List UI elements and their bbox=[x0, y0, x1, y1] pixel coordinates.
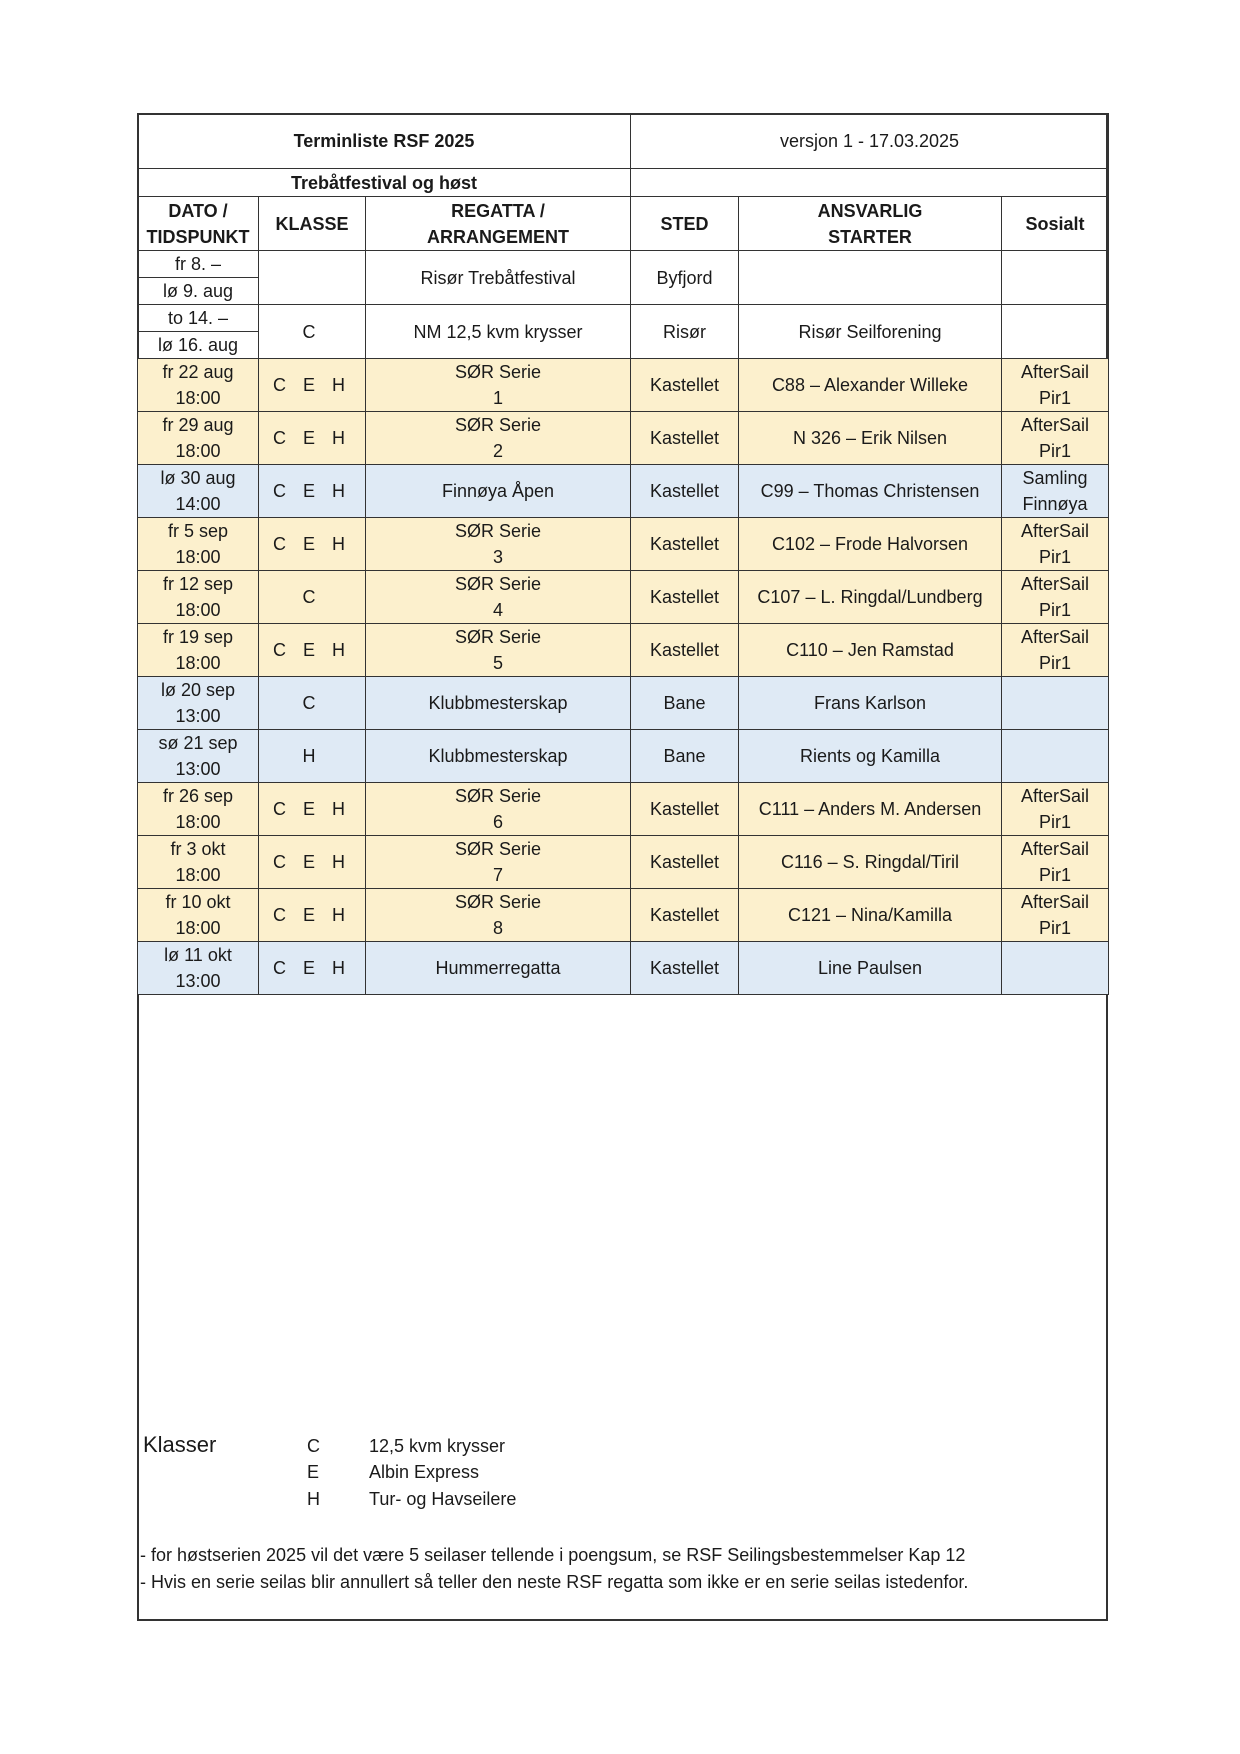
sted-cell: Kastellet bbox=[631, 942, 739, 995]
col-header-date: DATO / TIDSPUNKT bbox=[138, 197, 259, 251]
table-row bbox=[138, 359, 1109, 412]
klasse-cell: H bbox=[259, 730, 366, 783]
klasse-cell: C E H bbox=[259, 465, 366, 518]
regatta-cell: SØR Serie 3 bbox=[366, 518, 631, 571]
ansvarlig-cell: C107 – L. Ringdal/Lundberg bbox=[739, 571, 1002, 624]
sted-cell: Risør bbox=[631, 305, 739, 359]
table-row bbox=[138, 518, 1109, 571]
date-cell: fr 12 sep 18:00 bbox=[138, 571, 259, 624]
date-cell: fr 3 okt 18:00 bbox=[138, 836, 259, 889]
sosialt-cell: AfterSail Pir1 bbox=[1002, 571, 1109, 624]
sosialt-cell: AfterSail Pir1 bbox=[1002, 889, 1109, 942]
klasse-cell: C E H bbox=[259, 412, 366, 465]
ansvarlig-cell: C102 – Frode Halvorsen bbox=[739, 518, 1002, 571]
klasse-cell: C E H bbox=[259, 783, 366, 836]
date-cell: lø 16. aug bbox=[138, 332, 259, 359]
sosialt-cell: AfterSail Pir1 bbox=[1002, 412, 1109, 465]
subtitle-blank-cell bbox=[631, 169, 1109, 197]
date-cell: lø 11 okt 13:00 bbox=[138, 942, 259, 995]
sted-cell: Kastellet bbox=[631, 624, 739, 677]
regatta-cell: SØR Serie 7 bbox=[366, 836, 631, 889]
sosialt-cell bbox=[1002, 251, 1109, 305]
ansvarlig-cell: C110 – Jen Ramstad bbox=[739, 624, 1002, 677]
legend-code: H bbox=[307, 1489, 320, 1509]
regatta-cell: SØR Serie 8 bbox=[366, 889, 631, 942]
date-cell: fr 5 sep 18:00 bbox=[138, 518, 259, 571]
sted-cell: Kastellet bbox=[631, 465, 739, 518]
klasse-cell: C E H bbox=[259, 889, 366, 942]
table-row bbox=[138, 571, 1109, 624]
sted-cell: Bane bbox=[631, 730, 739, 783]
klasse-cell: C bbox=[259, 305, 366, 359]
klasse-cell: C bbox=[259, 677, 366, 730]
sted-cell: Bane bbox=[631, 677, 739, 730]
sosialt-cell: AfterSail Pir1 bbox=[1002, 624, 1109, 677]
schedule-table bbox=[137, 113, 1109, 995]
sted-cell: Kastellet bbox=[631, 889, 739, 942]
table-row bbox=[138, 783, 1109, 836]
regatta-cell: Klubbmesterskap bbox=[366, 730, 631, 783]
regatta-cell: SØR Serie 5 bbox=[366, 624, 631, 677]
ansvarlig-cell: C99 – Thomas Christensen bbox=[739, 465, 1002, 518]
klasse-cell: C bbox=[259, 571, 366, 624]
table-row bbox=[138, 677, 1109, 730]
ansvarlig-cell: C88 – Alexander Willeke bbox=[739, 359, 1002, 412]
sosialt-cell bbox=[1002, 942, 1109, 995]
col-header-sosialt: Sosialt bbox=[1002, 197, 1109, 251]
table-row bbox=[138, 624, 1109, 677]
ansvarlig-cell: Line Paulsen bbox=[739, 942, 1002, 995]
sosialt-cell: Samling Finnøya bbox=[1002, 465, 1109, 518]
sosialt-cell: AfterSail Pir1 bbox=[1002, 359, 1109, 412]
legend-name: Albin Express bbox=[369, 1462, 480, 1482]
table-row bbox=[138, 465, 1109, 518]
klasse-cell: C E H bbox=[259, 836, 366, 889]
ansvarlig-cell: C116 – S. Ringdal/Tiril bbox=[739, 836, 1002, 889]
page-title: Terminliste RSF 2025 bbox=[138, 114, 631, 169]
date-cell: fr 10 okt 18:00 bbox=[138, 889, 259, 942]
klasse-cell: C E H bbox=[259, 624, 366, 677]
sosialt-cell: AfterSail Pir1 bbox=[1002, 518, 1109, 571]
legend-name: 12,5 kvm krysser bbox=[369, 1436, 506, 1456]
note-line: - Hvis en serie seilas blir annullert så teller den neste RSF regatta som ikke er en serie seilas istedenfor. bbox=[140, 1572, 969, 1592]
klasse-cell: C E H bbox=[259, 518, 366, 571]
table-row bbox=[138, 412, 1109, 465]
sosialt-cell bbox=[1002, 730, 1109, 783]
ansvarlig-cell: C121 – Nina/Kamilla bbox=[739, 889, 1002, 942]
regatta-cell: SØR Serie 1 bbox=[366, 359, 631, 412]
date-cell: fr 22 aug 18:00 bbox=[138, 359, 259, 412]
date-cell: lø 30 aug 14:00 bbox=[138, 465, 259, 518]
date-cell: fr 19 sep 18:00 bbox=[138, 624, 259, 677]
date-cell: sø 21 sep 13:00 bbox=[138, 730, 259, 783]
sosialt-cell: AfterSail Pir1 bbox=[1002, 836, 1109, 889]
klasse-cell bbox=[259, 251, 366, 305]
note-line: - for høstserien 2025 vil det være 5 seilaser tellende i poengsum, se RSF Seilingsbestemmelser Kap 12 bbox=[140, 1545, 966, 1565]
date-cell: lø 20 sep 13:00 bbox=[138, 677, 259, 730]
ansvarlig-cell: N 326 – Erik Nilsen bbox=[739, 412, 1002, 465]
date-cell: fr 29 aug 18:00 bbox=[138, 412, 259, 465]
table-row bbox=[138, 889, 1109, 942]
date-cell: lø 9. aug bbox=[138, 278, 259, 305]
sted-cell: Kastellet bbox=[631, 359, 739, 412]
regatta-cell: SØR Serie 6 bbox=[366, 783, 631, 836]
version-label: versjon 1 - 17.03.2025 bbox=[631, 114, 1109, 169]
regatta-cell: NM 12,5 kvm krysser bbox=[366, 305, 631, 359]
legend-name: Tur- og Havseilere bbox=[369, 1489, 517, 1509]
header-row bbox=[138, 197, 1109, 251]
ansvarlig-cell: Frans Karlson bbox=[739, 677, 1002, 730]
legend-code: E bbox=[307, 1462, 320, 1482]
date-cell: fr 26 sep 18:00 bbox=[138, 783, 259, 836]
col-header-regatta: REGATTA / ARRANGEMENT bbox=[366, 197, 631, 251]
sted-cell: Kastellet bbox=[631, 518, 739, 571]
sted-cell: Kastellet bbox=[631, 836, 739, 889]
ansvarlig-cell: C111 – Anders M. Andersen bbox=[739, 783, 1002, 836]
klasse-cell: C E H bbox=[259, 942, 366, 995]
sosialt-cell: AfterSail Pir1 bbox=[1002, 783, 1109, 836]
klasse-cell: C E H bbox=[259, 359, 366, 412]
regatta-cell: Klubbmesterskap bbox=[366, 677, 631, 730]
ansvarlig-cell: Risør Seilforening bbox=[739, 305, 1002, 359]
sted-cell: Kastellet bbox=[631, 412, 739, 465]
table-row bbox=[138, 730, 1109, 783]
col-header-sted: STED bbox=[631, 197, 739, 251]
sosialt-cell bbox=[1002, 677, 1109, 730]
table-row bbox=[138, 942, 1109, 995]
regatta-cell: Risør Trebåtfestival bbox=[366, 251, 631, 305]
legend-code: C bbox=[307, 1436, 320, 1456]
sted-cell: Kastellet bbox=[631, 783, 739, 836]
date-cell: fr 8. – bbox=[138, 251, 259, 278]
regatta-cell: Hummerregatta bbox=[366, 942, 631, 995]
table-row bbox=[138, 836, 1109, 889]
table-row bbox=[138, 251, 1109, 278]
sosialt-cell bbox=[1002, 305, 1109, 359]
ansvarlig-cell bbox=[739, 251, 1002, 305]
section-subtitle: Trebåtfestival og høst bbox=[138, 169, 631, 197]
regatta-cell: Finnøya Åpen bbox=[366, 465, 631, 518]
legend-heading: Klasser bbox=[143, 1432, 217, 1457]
regatta-cell: SØR Serie 4 bbox=[366, 571, 631, 624]
col-header-ansvarlig: ANSVARLIG STARTER bbox=[739, 197, 1002, 251]
sted-cell: Kastellet bbox=[631, 571, 739, 624]
date-cell: to 14. – bbox=[138, 305, 259, 332]
table-row bbox=[138, 305, 1109, 332]
col-header-klasse: KLASSE bbox=[259, 197, 366, 251]
ansvarlig-cell: Rients og Kamilla bbox=[739, 730, 1002, 783]
regatta-cell: SØR Serie 2 bbox=[366, 412, 631, 465]
sted-cell: Byfjord bbox=[631, 251, 739, 305]
